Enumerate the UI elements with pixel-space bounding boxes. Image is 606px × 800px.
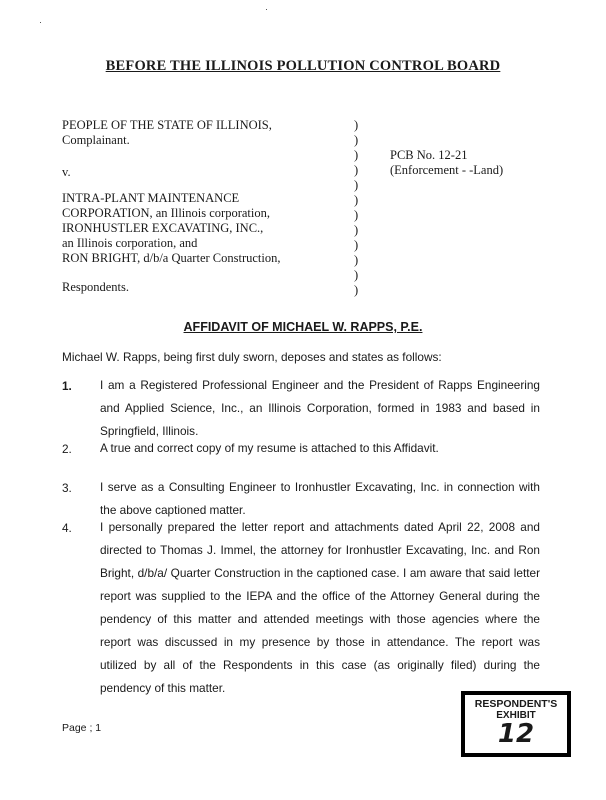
item-text: I personally prepared the letter report and attachments dated April 22, 2008 and directed to Thomas J. Immel, the attorney for Ironhustler Excavating, Inc. and Ron Bright, d/b/a/ Quarter Construction in the captioned case. I am aware that said letter report was supplied to the IEPA and the office of the Attorney General during the pendency of this matter and attended meetings with those agencies where the report was discussed in my presence by those in attendance. The report was utilized by all of the Respondents in this case (as originally filed) during the pendency of this matter. [100,520,540,695]
affidavit-heading: AFFIDAVIT OF MICHAEL W. RAPPS, P.E. [183,320,423,334]
caption-line: IRONHUSTLER EXCAVATING, INC., [62,221,264,235]
item-number: 1. [62,379,72,393]
caption-paren: ) [354,238,359,252]
item-number: 4. [62,521,72,535]
exhibit-stamp-subtitle: EXHIBIT [496,710,536,721]
caption-line: RON BRIGHT, d/b/a Quarter Construction, [62,251,281,265]
document-title: BEFORE THE ILLINOIS POLLUTION CONTROL BOARD [105,58,501,74]
case-type: (Enforcement - -Land) [390,163,504,177]
caption-line: Complainant. [62,133,130,147]
caption-paren: ) [354,163,359,177]
caption-line: v. [62,165,71,179]
item-text: I am a Registered Professional Engineer and the President of Rapps Engineering and Applied Science, Inc., an Illinois Corporation, formed in 1983 and based in Springfield, Illinois. [100,378,540,438]
exhibit-stamp-number: 12 [497,719,535,749]
caption-line: INTRA-PLANT MAINTENANCE [62,191,240,205]
caption-paren: ) [354,193,359,207]
caption-paren: ) [354,223,359,237]
caption-paren: ) [354,253,359,267]
item-number: 2. [62,442,72,456]
caption-paren: ) [354,118,359,132]
case-number: PCB No. 12-21 [390,148,468,162]
caption-paren: ) [354,268,359,282]
scan-speck [40,22,41,23]
caption-paren: ) [354,283,359,297]
item-text: A true and correct copy of my resume is attached to this Affidavit. [100,441,439,455]
exhibit-stamp-title: RESPONDENT'S [474,698,558,710]
item-text: I serve as a Consulting Engineer to Ironhustler Excavating, Inc. in connection with the above captioned matter. [100,480,540,517]
caption-line: PEOPLE OF THE STATE OF ILLINOIS, [62,118,272,132]
page-number: Page ; 1 [62,722,102,734]
caption-line: CORPORATION, an Illinois corporation, [62,206,270,220]
caption-paren: ) [354,133,359,147]
caption-line: Respondents. [62,280,130,294]
caption-paren: ) [354,208,359,222]
scan-speck [266,9,267,10]
caption-line: an Illinois corporation, and [62,236,198,250]
intro-paragraph: Michael W. Rapps, being first duly sworn, deposes and states as follows: [62,350,442,364]
exhibit-stamp [461,691,571,757]
item-number: 3. [62,481,72,495]
caption-paren: ) [354,178,359,192]
caption-paren: ) [354,148,359,162]
